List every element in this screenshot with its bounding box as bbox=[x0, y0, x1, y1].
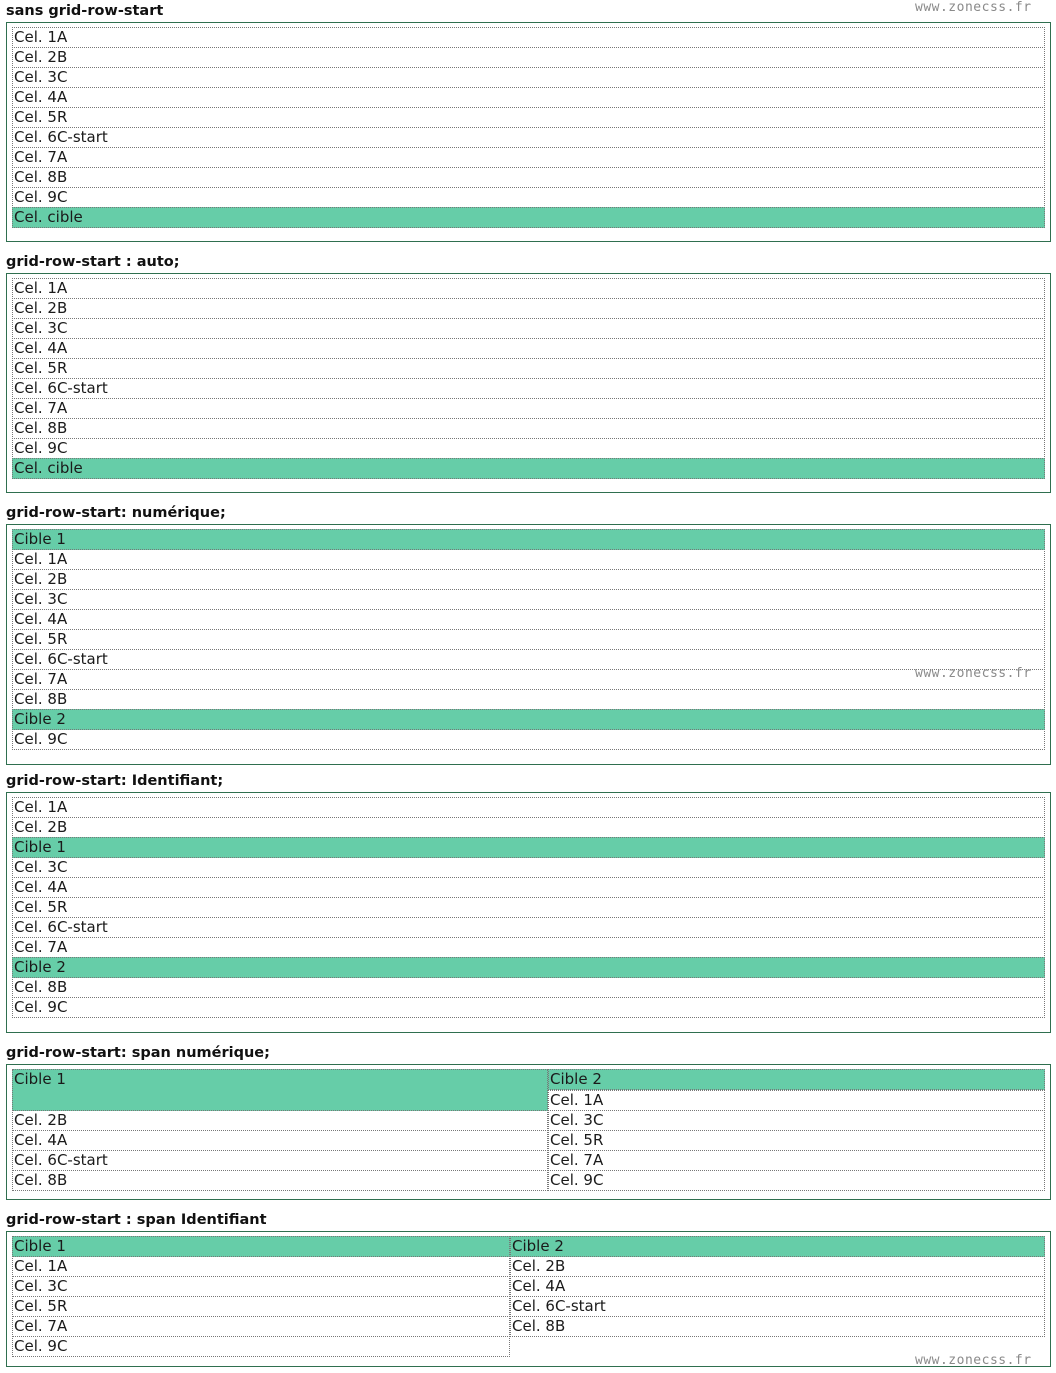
grid-cell: Cel. 2B bbox=[12, 569, 1045, 590]
target-cell: Cel. cible bbox=[12, 458, 1045, 479]
watermark: www.zonecss.fr bbox=[915, 666, 1032, 681]
section-heading: grid-row-start : span Identifiant bbox=[6, 1212, 267, 1228]
section-grid-row-start-span-numerique bbox=[6, 1043, 1051, 1189]
section-heading: grid-row-start : auto; bbox=[6, 254, 180, 270]
grid-cell: Cel. 8B bbox=[12, 977, 1045, 998]
grid-cell: Cel. 5R bbox=[548, 1130, 1045, 1151]
grid-cell: Cel. 5R bbox=[12, 107, 1045, 128]
grid-cell: Cel. 8B bbox=[12, 689, 1045, 710]
grid-cell: Cel. 7A bbox=[12, 937, 1045, 958]
grid-cell: Cel. 9C bbox=[548, 1170, 1045, 1191]
grid-cell: Cel. 1A bbox=[12, 1256, 510, 1277]
demo-grid bbox=[12, 1237, 1045, 1357]
target-cell: Cible 2 bbox=[12, 709, 1045, 730]
demo-box bbox=[6, 273, 1051, 493]
section-heading: grid-row-start: span numérique; bbox=[6, 1045, 270, 1061]
grid-cell: Cel. 9C bbox=[12, 1336, 510, 1357]
grid-cell: Cel. 5R bbox=[12, 629, 1045, 650]
grid-cell: Cel. 9C bbox=[12, 729, 1045, 750]
section-grid-row-start-auto bbox=[6, 252, 1051, 477]
grid-cell: Cel. 2B bbox=[12, 817, 1045, 838]
target-cell: Cible 1 bbox=[12, 837, 1045, 858]
grid-cell: Cel. 8B bbox=[510, 1316, 1045, 1337]
target-cell: Cible 1 bbox=[12, 529, 1045, 550]
watermark: www.zonecss.fr bbox=[915, 1353, 1032, 1368]
grid-cell: Cel. 4A bbox=[12, 1130, 548, 1151]
grid-cell: Cel. 1A bbox=[12, 549, 1045, 570]
grid-cell: Cel. 2B bbox=[12, 298, 1045, 319]
demo-grid bbox=[12, 1070, 1045, 1191]
grid-cell: Cel. 7A bbox=[12, 147, 1045, 168]
grid-cell: Cel. 4A bbox=[510, 1276, 1045, 1297]
grid-cell: Cel. 4A bbox=[12, 877, 1045, 898]
grid-cell: Cel. 8B bbox=[12, 418, 1045, 439]
grid-cell: Cel. 7A bbox=[12, 398, 1045, 419]
target-cell: Cible 1 bbox=[12, 1069, 548, 1111]
target-cell: Cible 2 bbox=[510, 1236, 1045, 1257]
grid-cell: Cel. 5R bbox=[12, 1296, 510, 1317]
grid-cell: Cel. 6C-start bbox=[12, 1150, 548, 1171]
grid-cell: Cel. 6C-start bbox=[510, 1296, 1045, 1317]
section-heading: grid-row-start: Identifiant; bbox=[6, 773, 224, 789]
grid-cell: Cel. 6C-start bbox=[12, 378, 1045, 399]
demo-grid bbox=[12, 798, 1045, 1018]
target-cell: Cible 2 bbox=[548, 1069, 1045, 1090]
grid-cell: Cel. 5R bbox=[12, 358, 1045, 379]
grid-cell: Cel. 3C bbox=[12, 1276, 510, 1297]
watermark: www.zonecss.fr bbox=[915, 0, 1032, 15]
grid-cell: Cel. 8B bbox=[12, 167, 1045, 188]
grid-cell: Cel. 1A bbox=[12, 278, 1045, 299]
grid-cell: Cel. 9C bbox=[12, 997, 1045, 1018]
section-grid-row-start-span-identifiant bbox=[6, 1210, 1051, 1355]
grid-cell: Cel. 3C bbox=[548, 1110, 1045, 1131]
grid-cell: Cel. 4A bbox=[12, 609, 1045, 630]
grid-cell: Cel. 8B bbox=[12, 1170, 548, 1191]
grid-cell: Cel. 9C bbox=[12, 187, 1045, 208]
grid-cell: Cel. 6C-start bbox=[12, 649, 1045, 670]
grid-cell: Cel. 1A bbox=[12, 27, 1045, 48]
grid-cell: Cel. 6C-start bbox=[12, 127, 1045, 148]
grid-cell: Cel. 7A bbox=[548, 1150, 1045, 1171]
grid-cell: Cel. 6C-start bbox=[12, 917, 1045, 938]
grid-cell: Cel. 7A bbox=[12, 1316, 510, 1337]
demo-box bbox=[6, 1231, 1051, 1367]
grid-cell: Cel. 7A bbox=[12, 669, 1045, 690]
grid-cell: Cel. 3C bbox=[12, 318, 1045, 339]
demo-box bbox=[6, 524, 1051, 765]
grid-cell: Cel. 2B bbox=[12, 1110, 548, 1131]
grid-cell: Cel. 2B bbox=[510, 1256, 1045, 1277]
section-sans-grid-row-start bbox=[6, 1, 1051, 226]
grid-cell: Cel. 3C bbox=[12, 857, 1045, 878]
demo-grid bbox=[12, 279, 1045, 479]
grid-cell: Cel. 1A bbox=[548, 1090, 1045, 1111]
demo-box bbox=[6, 1064, 1051, 1200]
target-cell: Cel. cible bbox=[12, 207, 1045, 228]
grid-cell: Cel. 3C bbox=[12, 67, 1045, 88]
grid-cell: Cel. 2B bbox=[12, 47, 1045, 68]
grid-cell: Cel. 9C bbox=[12, 438, 1045, 459]
grid-cell: Cel. 5R bbox=[12, 897, 1045, 918]
target-cell: Cible 1 bbox=[12, 1236, 510, 1257]
demo-grid bbox=[12, 530, 1045, 750]
grid-cell: Cel. 3C bbox=[12, 589, 1045, 610]
section-heading: grid-row-start: numérique; bbox=[6, 505, 226, 521]
grid-cell: Cel. 4A bbox=[12, 338, 1045, 359]
section-heading: sans grid-row-start bbox=[6, 3, 164, 19]
section-grid-row-start-identifiant bbox=[6, 771, 1051, 1016]
demo-box bbox=[6, 22, 1051, 242]
demo-grid bbox=[12, 28, 1045, 228]
demo-box bbox=[6, 792, 1051, 1033]
grid-cell: Cel. 4A bbox=[12, 87, 1045, 108]
target-cell: Cible 2 bbox=[12, 957, 1045, 978]
grid-cell: Cel. 1A bbox=[12, 797, 1045, 818]
